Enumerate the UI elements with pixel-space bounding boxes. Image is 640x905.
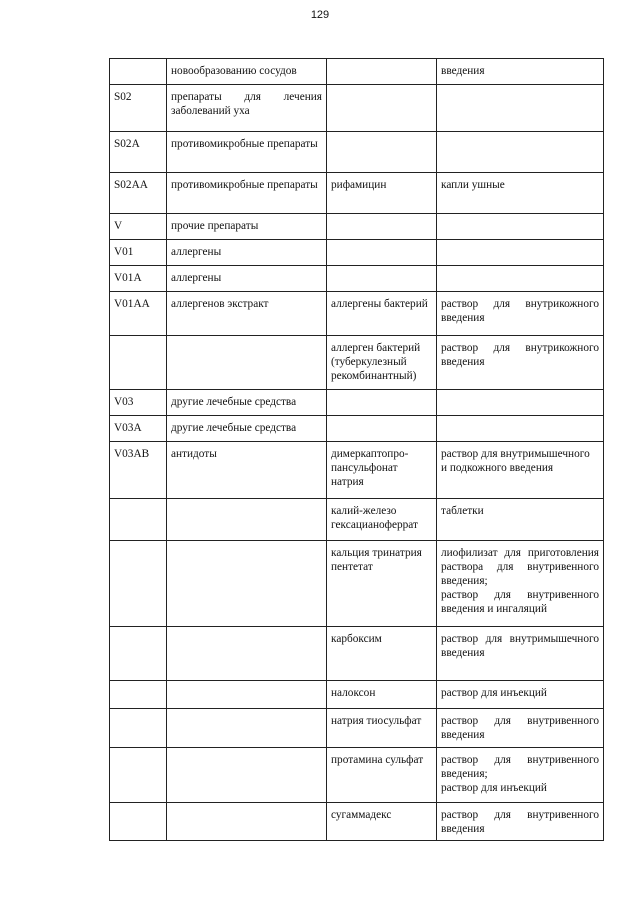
anatomic-group-cell (167, 499, 327, 541)
table-row (110, 627, 604, 681)
anatomic-group-cell: новообразованию сосудов (167, 59, 327, 85)
table-row (110, 709, 604, 748)
page-number: 129 (310, 9, 330, 21)
dosage-form-cell: раствор для внутривенного введения; раствор для инъекций (437, 748, 604, 803)
anatomic-group-cell: противомикробные препараты (167, 173, 327, 214)
anatomic-group-cell: аллергены (167, 240, 327, 266)
substance-cell: калий-железо гексацианоферрат (327, 499, 437, 541)
table-row (110, 681, 604, 709)
table-row (110, 442, 604, 499)
table-row (110, 132, 604, 173)
dosage-form-cell (437, 416, 604, 442)
atc-code-cell: V01AA (110, 292, 167, 336)
dosage-form-cell (437, 85, 604, 132)
table-row (110, 173, 604, 214)
anatomic-group-cell: другие лечебные средства (167, 416, 327, 442)
dosage-form-cell: раствор для внутримышечного и подкожного введения (437, 442, 604, 499)
dosage-form-cell: раствор для внутрикожного введения (437, 292, 604, 336)
anatomic-group-cell: аллергенов экстракт (167, 292, 327, 336)
atc-code-cell: V01 (110, 240, 167, 266)
substance-cell: рифамицин (327, 173, 437, 214)
substance-cell: кальция тринатрия пентетат (327, 541, 437, 627)
dosage-form-cell: лиофилизат для приготовления раствора для внутривенного введения; раствор для внутривенного введения и ингаляций (437, 541, 604, 627)
anatomic-group-cell (167, 541, 327, 627)
atc-code-cell (110, 681, 167, 709)
substance-cell (327, 132, 437, 173)
substance-cell: аллерген бактерий (туберкулезный рекомбинантный) (327, 336, 437, 390)
dosage-form-cell (437, 266, 604, 292)
substance-cell: натрия тиосульфат (327, 709, 437, 748)
atc-code-cell: S02A (110, 132, 167, 173)
table-row (110, 803, 604, 841)
substance-cell: карбоксим (327, 627, 437, 681)
drug-table (109, 58, 604, 841)
anatomic-group-cell: антидоты (167, 442, 327, 499)
dosage-form-cell: раствор для внутривенного введения (437, 709, 604, 748)
table-row (110, 541, 604, 627)
table-row (110, 416, 604, 442)
substance-cell: аллергены бактерий (327, 292, 437, 336)
atc-code-cell (110, 499, 167, 541)
table-row (110, 240, 604, 266)
substance-cell (327, 240, 437, 266)
atc-code-cell: S02AA (110, 173, 167, 214)
substance-cell (327, 214, 437, 240)
dosage-form-cell: раствор для внутривенного введения (437, 803, 604, 841)
substance-cell (327, 416, 437, 442)
substance-cell: налоксон (327, 681, 437, 709)
substance-cell: сугаммадекс (327, 803, 437, 841)
table-row (110, 748, 604, 803)
table-row (110, 390, 604, 416)
dosage-form-cell (437, 132, 604, 173)
dosage-form-cell (437, 214, 604, 240)
atc-code-cell (110, 59, 167, 85)
anatomic-group-cell (167, 748, 327, 803)
dosage-form-cell (437, 240, 604, 266)
table-row (110, 85, 604, 132)
dosage-form-cell: таблетки (437, 499, 604, 541)
atc-code-cell: V03A (110, 416, 167, 442)
anatomic-group-cell: аллергены (167, 266, 327, 292)
atc-code-cell (110, 336, 167, 390)
atc-code-cell (110, 803, 167, 841)
anatomic-group-cell (167, 803, 327, 841)
atc-code-cell (110, 709, 167, 748)
substance-cell (327, 390, 437, 416)
table-row (110, 336, 604, 390)
atc-code-cell: V03 (110, 390, 167, 416)
table-row (110, 292, 604, 336)
atc-code-cell (110, 541, 167, 627)
substance-cell (327, 59, 437, 85)
anatomic-group-cell: прочие препараты (167, 214, 327, 240)
table-row (110, 266, 604, 292)
atc-code-cell: V (110, 214, 167, 240)
dosage-form-cell: раствор для внутрикожного введения (437, 336, 604, 390)
anatomic-group-cell (167, 709, 327, 748)
anatomic-group-cell: другие лечебные средства (167, 390, 327, 416)
atc-code-cell: V01A (110, 266, 167, 292)
table-row (110, 214, 604, 240)
atc-code-cell: S02 (110, 85, 167, 132)
anatomic-group-cell (167, 336, 327, 390)
anatomic-group-cell: препараты для лечения заболеваний уха (167, 85, 327, 132)
table-body (110, 59, 604, 841)
substance-cell (327, 85, 437, 132)
anatomic-group-cell (167, 627, 327, 681)
atc-code-cell (110, 627, 167, 681)
substance-cell (327, 266, 437, 292)
atc-code-cell (110, 748, 167, 803)
substance-cell: димеркаптопро-пансульфонат натрия (327, 442, 437, 499)
anatomic-group-cell (167, 681, 327, 709)
substance-cell: протамина сульфат (327, 748, 437, 803)
dosage-form-cell: раствор для внутримышечного введения (437, 627, 604, 681)
dosage-form-cell: капли ушные (437, 173, 604, 214)
table-row (110, 59, 604, 85)
atc-code-cell: V03AB (110, 442, 167, 499)
dosage-form-cell: введения (437, 59, 604, 85)
table-row (110, 499, 604, 541)
anatomic-group-cell: противомикробные препараты (167, 132, 327, 173)
dosage-form-cell: раствор для инъекций (437, 681, 604, 709)
dosage-form-cell (437, 390, 604, 416)
